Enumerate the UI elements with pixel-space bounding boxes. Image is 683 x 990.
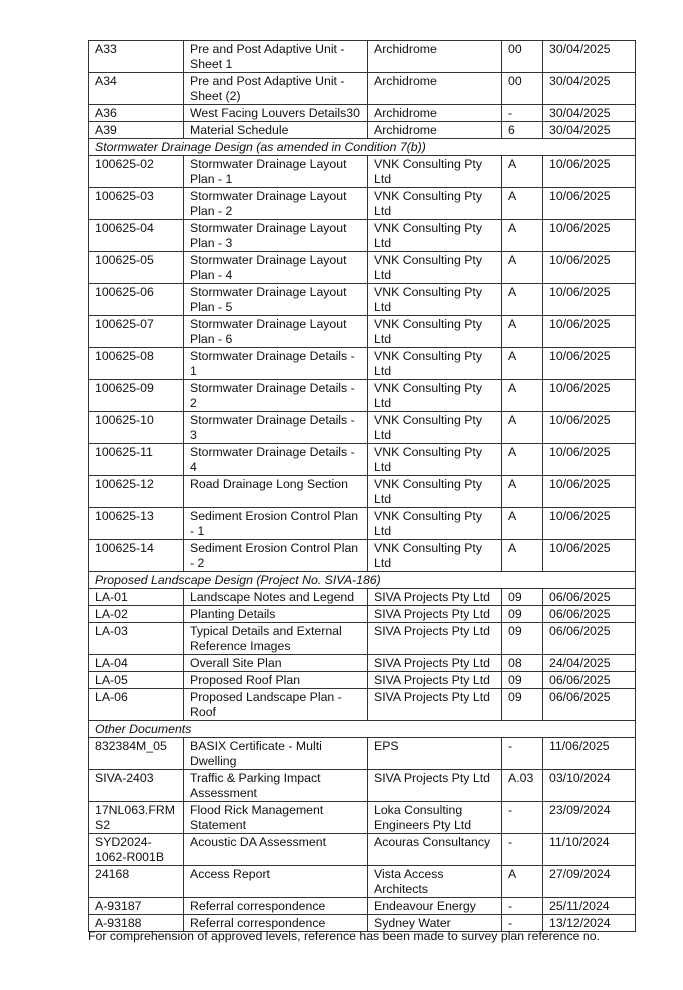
author-cell: VNK Consulting Pty Ltd xyxy=(368,284,502,316)
revision-cell: 09 xyxy=(502,589,543,606)
document-title-cell: Stormwater Drainage Layout Plan - 6 xyxy=(184,316,368,348)
document-title-cell: Stormwater Drainage Layout Plan - 2 xyxy=(184,188,368,220)
document-title-cell: Acoustic DA Assessment xyxy=(184,834,368,866)
table-row xyxy=(89,689,636,721)
author-cell: Archidrome xyxy=(368,41,502,73)
document-number-cell: 100625-12 xyxy=(89,476,184,508)
revision-cell: A xyxy=(502,188,543,220)
revision-cell: A.03 xyxy=(502,770,543,802)
revision-cell: - xyxy=(502,105,543,122)
document-number-cell: LA-05 xyxy=(89,672,184,689)
table-body xyxy=(89,41,636,932)
document-number-cell: 100625-10 xyxy=(89,412,184,444)
table-row xyxy=(89,508,636,540)
document-number-cell: 100625-02 xyxy=(89,156,184,188)
author-cell: Sydney Water xyxy=(368,915,502,932)
section-title: Proposed Landscape Design (Project No. SIVA-186) xyxy=(89,572,636,589)
revision-cell: - xyxy=(502,834,543,866)
date-cell: 10/06/2025 xyxy=(543,412,636,444)
revision-cell: - xyxy=(502,898,543,915)
date-cell: 10/06/2025 xyxy=(543,252,636,284)
document-number-cell: 100625-11 xyxy=(89,444,184,476)
table-row xyxy=(89,623,636,655)
author-cell: SIVA Projects Pty Ltd xyxy=(368,655,502,672)
author-cell: VNK Consulting Pty Ltd xyxy=(368,508,502,540)
table-row xyxy=(89,770,636,802)
revision-cell: 00 xyxy=(502,73,543,105)
table-row xyxy=(89,252,636,284)
table-row xyxy=(89,412,636,444)
section-title: Stormwater Drainage Design (as amended in Condition 7(b)) xyxy=(89,139,636,156)
revision-cell: A xyxy=(502,316,543,348)
revision-cell: A xyxy=(502,284,543,316)
table-row xyxy=(89,380,636,412)
revision-cell: 00 xyxy=(502,41,543,73)
date-cell: 27/09/2024 xyxy=(543,866,636,898)
date-cell: 30/04/2025 xyxy=(543,105,636,122)
document-title-cell: Stormwater Drainage Details - 4 xyxy=(184,444,368,476)
author-cell: VNK Consulting Pty Ltd xyxy=(368,348,502,380)
date-cell: 06/06/2025 xyxy=(543,606,636,623)
document-title-cell: Traffic & Parking Impact Assessment xyxy=(184,770,368,802)
author-cell: VNK Consulting Pty Ltd xyxy=(368,220,502,252)
document-title-cell: West Facing Louvers Details30 xyxy=(184,105,368,122)
document-number-cell: SYD2024-1062-R001B xyxy=(89,834,184,866)
section-header-row xyxy=(89,721,636,738)
document-title-cell: Sediment Erosion Control Plan - 2 xyxy=(184,540,368,572)
document-number-cell: 100625-06 xyxy=(89,284,184,316)
document-number-cell: 100625-04 xyxy=(89,220,184,252)
revision-cell: - xyxy=(502,915,543,932)
document-number-cell: 100625-13 xyxy=(89,508,184,540)
document-title-cell: Proposed Roof Plan xyxy=(184,672,368,689)
author-cell: VNK Consulting Pty Ltd xyxy=(368,380,502,412)
table-row xyxy=(89,188,636,220)
revision-cell: A xyxy=(502,540,543,572)
revision-cell: - xyxy=(502,802,543,834)
document-number-cell: A36 xyxy=(89,105,184,122)
revision-cell: 08 xyxy=(502,655,543,672)
date-cell: 06/06/2025 xyxy=(543,672,636,689)
document-title-cell: Stormwater Drainage Details - 1 xyxy=(184,348,368,380)
date-cell: 25/11/2024 xyxy=(543,898,636,915)
date-cell: 10/06/2025 xyxy=(543,348,636,380)
document-title-cell: Planting Details xyxy=(184,606,368,623)
table-row xyxy=(89,156,636,188)
revision-cell: - xyxy=(502,738,543,770)
date-cell: 10/06/2025 xyxy=(543,284,636,316)
document-number-cell: LA-06 xyxy=(89,689,184,721)
revision-cell: A xyxy=(502,220,543,252)
author-cell: VNK Consulting Pty Ltd xyxy=(368,252,502,284)
document-title-cell: Stormwater Drainage Layout Plan - 3 xyxy=(184,220,368,252)
author-cell: SIVA Projects Pty Ltd xyxy=(368,770,502,802)
document-number-cell: 100625-07 xyxy=(89,316,184,348)
date-cell: 13/12/2024 xyxy=(543,915,636,932)
revision-cell: 6 xyxy=(502,122,543,139)
document-number-cell: 100625-08 xyxy=(89,348,184,380)
date-cell: 10/06/2025 xyxy=(543,540,636,572)
table-row xyxy=(89,316,636,348)
document-number-cell: LA-04 xyxy=(89,655,184,672)
document-title-cell: Referral correspondence xyxy=(184,898,368,915)
author-cell: Endeavour Energy xyxy=(368,898,502,915)
document-title-cell: Stormwater Drainage Layout Plan - 1 xyxy=(184,156,368,188)
author-cell: VNK Consulting Pty Ltd xyxy=(368,188,502,220)
document-title-cell: Sediment Erosion Control Plan - 1 xyxy=(184,508,368,540)
table-row xyxy=(89,738,636,770)
section-header-row xyxy=(89,572,636,589)
document-title-cell: Stormwater Drainage Details - 3 xyxy=(184,412,368,444)
date-cell: 23/09/2024 xyxy=(543,802,636,834)
table-row xyxy=(89,220,636,252)
table-row xyxy=(89,476,636,508)
author-cell: Vista Access Architects xyxy=(368,866,502,898)
revision-cell: A xyxy=(502,866,543,898)
document-title-cell: Stormwater Drainage Details - 2 xyxy=(184,380,368,412)
document-number-cell: A34 xyxy=(89,73,184,105)
table-row xyxy=(89,348,636,380)
table-row xyxy=(89,284,636,316)
date-cell: 30/04/2025 xyxy=(543,122,636,139)
date-cell: 10/06/2025 xyxy=(543,156,636,188)
document-number-cell: LA-01 xyxy=(89,589,184,606)
author-cell: EPS xyxy=(368,738,502,770)
document-title-cell: BASIX Certificate - Multi Dwelling xyxy=(184,738,368,770)
table-row xyxy=(89,73,636,105)
table-row xyxy=(89,589,636,606)
revision-cell: 09 xyxy=(502,672,543,689)
table-row xyxy=(89,802,636,834)
document-number-cell: SIVA-2403 xyxy=(89,770,184,802)
document-number-cell: A-93188 xyxy=(89,915,184,932)
revision-cell: A xyxy=(502,444,543,476)
document-number-cell: LA-02 xyxy=(89,606,184,623)
table-row xyxy=(89,41,636,73)
date-cell: 24/04/2025 xyxy=(543,655,636,672)
document-title-cell: Overall Site Plan xyxy=(184,655,368,672)
date-cell: 10/06/2025 xyxy=(543,476,636,508)
author-cell: SIVA Projects Pty Ltd xyxy=(368,689,502,721)
date-cell: 11/10/2024 xyxy=(543,834,636,866)
table-row xyxy=(89,866,636,898)
author-cell: SIVA Projects Pty Ltd xyxy=(368,623,502,655)
revision-cell: 09 xyxy=(502,689,543,721)
date-cell: 06/06/2025 xyxy=(543,589,636,606)
document-number-cell: 100625-03 xyxy=(89,188,184,220)
author-cell: Acouras Consultancy xyxy=(368,834,502,866)
revision-cell: 09 xyxy=(502,623,543,655)
document-title-cell: Flood Rick Management Statement xyxy=(184,802,368,834)
revision-cell: 09 xyxy=(502,606,543,623)
author-cell: Archidrome xyxy=(368,122,502,139)
table-row xyxy=(89,444,636,476)
document-number-cell: 100625-14 xyxy=(89,540,184,572)
author-cell: Archidrome xyxy=(368,105,502,122)
revision-cell: A xyxy=(502,508,543,540)
document-title-cell: Referral correspondence xyxy=(184,915,368,932)
date-cell: 10/06/2025 xyxy=(543,380,636,412)
approved-documents-table xyxy=(88,40,636,932)
table-row xyxy=(89,672,636,689)
document-title-cell: Proposed Landscape Plan - Roof xyxy=(184,689,368,721)
document-title-cell: Material Schedule xyxy=(184,122,368,139)
footnote-text: For comprehension of approved levels, reference has been made to survey plan reference no. xyxy=(88,929,600,943)
document-number-cell: 100625-09 xyxy=(89,380,184,412)
author-cell: VNK Consulting Pty Ltd xyxy=(368,540,502,572)
date-cell: 06/06/2025 xyxy=(543,689,636,721)
document-number-cell: 832384M_05 xyxy=(89,738,184,770)
revision-cell: A xyxy=(502,476,543,508)
document-title-cell: Road Drainage Long Section xyxy=(184,476,368,508)
document-number-cell: 100625-05 xyxy=(89,252,184,284)
date-cell: 10/06/2025 xyxy=(543,316,636,348)
section-title: Other Documents xyxy=(89,721,636,738)
date-cell: 30/04/2025 xyxy=(543,73,636,105)
document-number-cell: LA-03 xyxy=(89,623,184,655)
author-cell: VNK Consulting Pty Ltd xyxy=(368,476,502,508)
date-cell: 11/06/2025 xyxy=(543,738,636,770)
document-title-cell: Landscape Notes and Legend xyxy=(184,589,368,606)
table-row xyxy=(89,898,636,915)
date-cell: 03/10/2024 xyxy=(543,770,636,802)
revision-cell: A xyxy=(502,380,543,412)
section-header-row xyxy=(89,139,636,156)
table-row xyxy=(89,540,636,572)
author-cell: VNK Consulting Pty Ltd xyxy=(368,316,502,348)
document-number-cell: A-93187 xyxy=(89,898,184,915)
author-cell: Archidrome xyxy=(368,73,502,105)
table-row xyxy=(89,655,636,672)
date-cell: 10/06/2025 xyxy=(543,444,636,476)
document-title-cell: Access Report xyxy=(184,866,368,898)
table-row xyxy=(89,105,636,122)
document-number-cell: A39 xyxy=(89,122,184,139)
table-row xyxy=(89,834,636,866)
revision-cell: A xyxy=(502,156,543,188)
revision-cell: A xyxy=(502,412,543,444)
revision-cell: A xyxy=(502,252,543,284)
author-cell: VNK Consulting Pty Ltd xyxy=(368,156,502,188)
date-cell: 10/06/2025 xyxy=(543,220,636,252)
document-title-cell: Stormwater Drainage Layout Plan - 4 xyxy=(184,252,368,284)
document-title-cell: Pre and Post Adaptive Unit - Sheet 1 xyxy=(184,41,368,73)
document-title-cell: Stormwater Drainage Layout Plan - 5 xyxy=(184,284,368,316)
author-cell: SIVA Projects Pty Ltd xyxy=(368,672,502,689)
table-row xyxy=(89,606,636,623)
document-title-cell: Typical Details and External Reference Images xyxy=(184,623,368,655)
date-cell: 06/06/2025 xyxy=(543,623,636,655)
table-row xyxy=(89,122,636,139)
author-cell: SIVA Projects Pty Ltd xyxy=(368,606,502,623)
date-cell: 10/06/2025 xyxy=(543,188,636,220)
author-cell: SIVA Projects Pty Ltd xyxy=(368,589,502,606)
author-cell: VNK Consulting Pty Ltd xyxy=(368,444,502,476)
document-number-cell: A33 xyxy=(89,41,184,73)
author-cell: Loka Consulting Engineers Pty Ltd xyxy=(368,802,502,834)
date-cell: 30/04/2025 xyxy=(543,41,636,73)
date-cell: 10/06/2025 xyxy=(543,508,636,540)
document-title-cell: Pre and Post Adaptive Unit - Sheet (2) xyxy=(184,73,368,105)
revision-cell: A xyxy=(502,348,543,380)
document-number-cell: 17NL063.FRM S2 xyxy=(89,802,184,834)
author-cell: VNK Consulting Pty Ltd xyxy=(368,412,502,444)
document-number-cell: 24168 xyxy=(89,866,184,898)
